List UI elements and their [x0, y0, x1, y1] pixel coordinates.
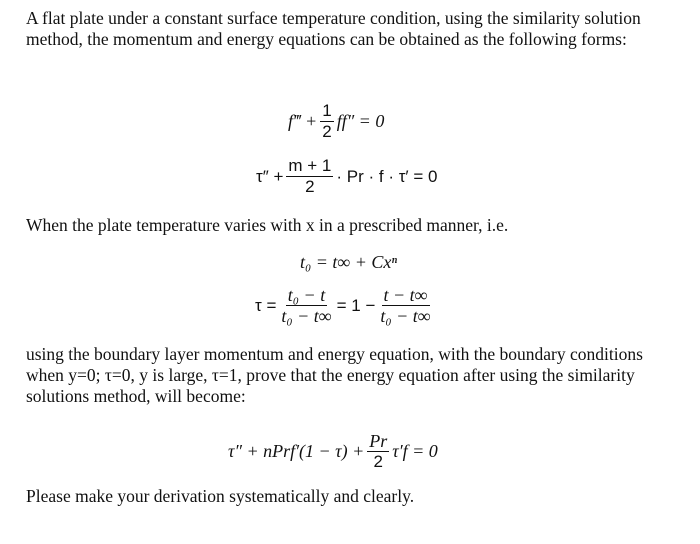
condition-paragraph: When the plate temperature varies with x in a prescribed manner, i.e.: [26, 215, 509, 235]
energy-constant-fraction: [286, 157, 333, 196]
wall-temperature-text: t₀ = t∞ + Cxⁿ: [300, 252, 398, 272]
tau-fraction-1-denominator: t₀ − t∞: [281, 306, 332, 326]
energy-variable-lhs: τ″ + nPrf′(1 − τ) +: [228, 441, 365, 461]
energy-variable-fraction: [367, 432, 389, 471]
boundary-paragraph: using the boundary layer momentum and energy equation, with the boundary conditions when y=0; τ=0, y is large, τ=1, prove that the energy equation after using the similarity solutions method, will become:: [26, 344, 643, 406]
tau-definition-lhs: τ =: [255, 295, 277, 315]
tau-definition-middle: = 1 −: [336, 295, 376, 315]
energy-equation-constant: [256, 157, 437, 196]
tau-fraction-1: [279, 286, 333, 325]
momentum-equation: [288, 102, 384, 141]
tau-fraction-2: [378, 286, 432, 325]
tau-fraction-2-denominator: t₀ − t∞: [380, 306, 431, 326]
momentum-fraction-denominator: 2: [322, 122, 332, 141]
energy-constant-rhs: · Pr · f · τ′ = 0: [336, 166, 438, 186]
energy-variable-rhs: τ′f = 0: [392, 441, 438, 461]
energy-variable-denominator: 2: [373, 452, 383, 471]
closing-paragraph: Please make your derivation systematically and clearly.: [26, 486, 415, 506]
tau-fraction-2-numerator: t − t∞: [383, 285, 428, 305]
intro-paragraph: A flat plate under a constant surface temperature condition, using the similarity solution method, the momentum and energy equations can be obtained as the following forms:: [26, 8, 641, 49]
wall-temperature-equation: [300, 252, 397, 273]
tau-fraction-1-numerator: t₀ − t: [287, 285, 326, 305]
tau-definition-equation: [255, 286, 436, 325]
energy-constant-numerator: m + 1: [288, 156, 332, 175]
momentum-equation-lhs: f‴ +: [288, 111, 318, 131]
energy-equation-variable: [228, 432, 438, 471]
momentum-equation-rhs: ff″ = 0: [336, 111, 385, 131]
momentum-equation-fraction: [320, 102, 333, 141]
momentum-fraction-numerator: 1: [322, 101, 332, 120]
energy-variable-numerator: Pr: [369, 431, 388, 451]
energy-constant-denominator: 2: [305, 177, 315, 196]
energy-constant-lhs: τ″ +: [256, 166, 284, 186]
